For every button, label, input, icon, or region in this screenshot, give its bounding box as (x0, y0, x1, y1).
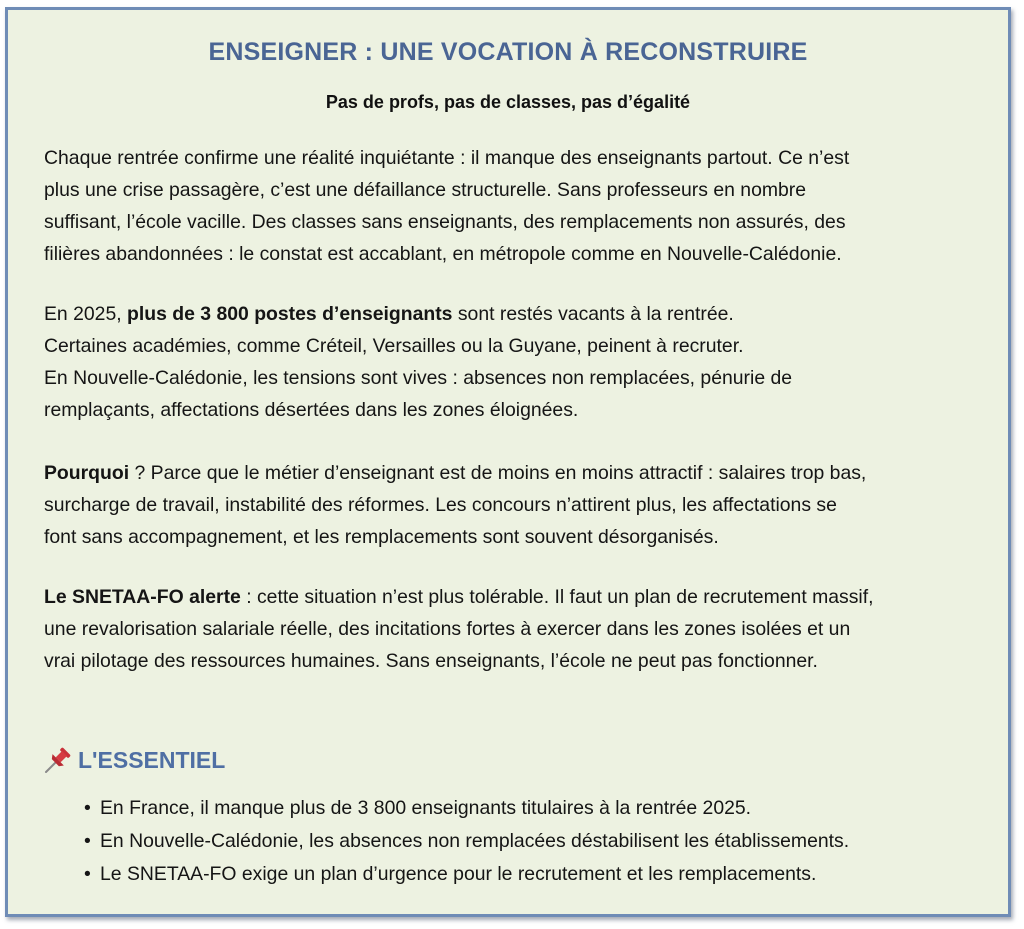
paragraph-line: vrai pilotage des ressources humaines. Sans enseignants, l’école ne peut pas fonctionner. (44, 650, 818, 672)
bold-highlight: Le SNETAA-FO alerte (44, 586, 241, 608)
paragraph-line: suffisant, l’école vacille. Des classes sans enseignants, des remplacements non assurés, des (44, 211, 846, 233)
list-item-text: En France, il manque plus de 3 800 enseignants titulaires à la rentrée 2025. (100, 797, 752, 819)
paragraph-line: remplaçants, affectations désertées dans les zones éloignées. (44, 399, 579, 421)
text: sont restés vacants à la rentrée. (452, 303, 734, 325)
list-item-text: En Nouvelle-Calédonie, les absences non remplacées déstabilisent les établissements. (100, 830, 850, 852)
article-frame (5, 7, 1011, 917)
bullet: • (84, 797, 91, 819)
paragraph-line: une revalorisation salariale réelle, des incitations fortes à exercer dans les zones isolées et un (44, 618, 851, 640)
essentiel-title: L'ESSENTIEL (78, 746, 226, 773)
paragraph-figures (44, 298, 1004, 426)
list-item (84, 825, 849, 858)
paragraph-why (44, 457, 1004, 553)
paragraph-line: En Nouvelle-Calédonie, les tensions sont vives : absences non remplacées, pénurie de (44, 367, 793, 389)
paragraph-line: surcharge de travail, instabilité des réformes. Les concours n’attirent plus, les affectations se (44, 494, 837, 516)
bold-highlight: plus de 3 800 postes d’enseignants (127, 303, 453, 325)
paragraph-line: filières abandonnées : le constat est accablant, en métropole comme en Nouvelle-Calédonie. (44, 243, 842, 265)
paragraph-line: font sans accompagnement, et les remplacements sont souvent désorganisés. (44, 526, 719, 548)
paragraph-alert (44, 581, 1004, 677)
paragraph-line (44, 457, 1004, 489)
article-subtitle: Pas de profs, pas de classes, pas d’égalité (325, 92, 691, 112)
article-title: ENSEIGNER : UNE VOCATION À RECONSTRUIRE (208, 38, 808, 66)
paragraph-line (44, 298, 1004, 330)
paragraph-line: Chaque rentrée confirme une réalité inquiétante : il manque des enseignants partout. Ce n’est (44, 147, 850, 169)
essentiel-list (84, 792, 849, 891)
bullet: • (84, 830, 91, 852)
paragraph-line (44, 581, 1004, 613)
paragraph-line: Certaines académies, comme Créteil, Versailles ou la Guyane, peinent à recruter. (44, 335, 744, 357)
text: En 2025, (44, 303, 128, 325)
list-item (84, 792, 849, 825)
essentiel-header (42, 745, 225, 775)
bold-highlight: Pourquoi (44, 462, 130, 484)
paragraph-intro (44, 142, 1004, 270)
text: : cette situation n’est plus tolérable. Il faut un plan de recrutement massif, (240, 586, 874, 608)
text: ? Parce que le métier d’enseignant est de moins en moins attractif : salaires trop bas, (129, 462, 867, 484)
pushpin-icon (42, 745, 74, 775)
paragraph-line: plus une crise passagère, c’est une défaillance structurelle. Sans professeurs en nombre (44, 179, 807, 201)
list-item (84, 858, 849, 891)
bullet: • (84, 863, 91, 885)
list-item-text: Le SNETAA-FO exige un plan d’urgence pour le recrutement et les remplacements. (100, 863, 817, 885)
